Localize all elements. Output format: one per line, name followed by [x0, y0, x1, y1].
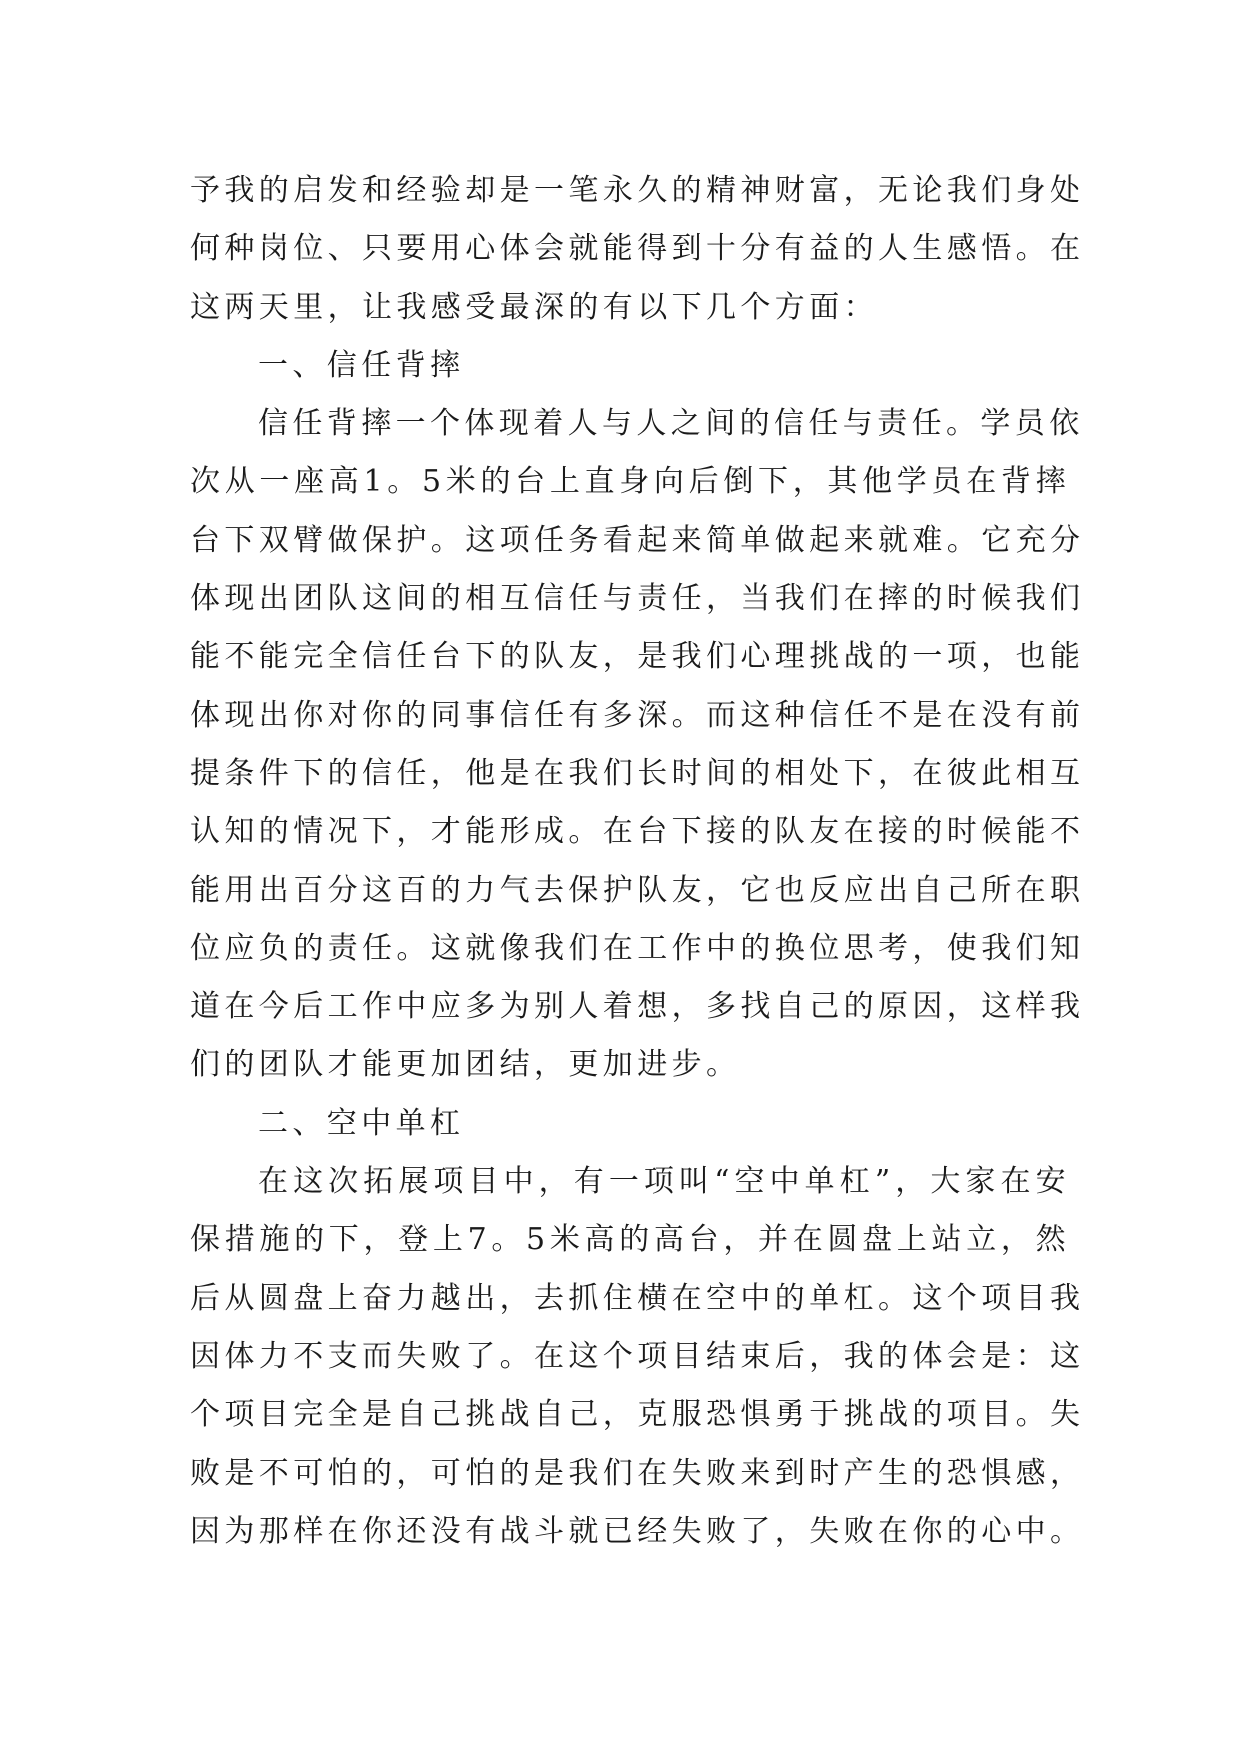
text-line: 次从一座高1。5米的台上直身向后倒下，其他学员在背摔	[190, 464, 1070, 500]
text-line: 后从圆盘上奋力越出，去抓住横在空中的单杠。这个项目我	[190, 1280, 1085, 1316]
text-line: 败是不可怕的，可怕的是我们在失败来到时产生的恐惧感，	[190, 1455, 1085, 1491]
text-line: 体现出你对你的同事信任有多深。而这种信任不是在没有前	[190, 697, 1085, 733]
text-line: 提条件下的信任，他是在我们长时间的相处下，在彼此相互	[190, 755, 1085, 791]
text-line: 台下双臂做保护。这项任务看起来简单做起来就难。它充分	[190, 522, 1085, 558]
text-line: 因体力不支而失败了。在这个项目结束后，我的体会是：这	[190, 1338, 1085, 1374]
text-line: 能不能完全信任台下的队友，是我们心理挑战的一项，也能	[190, 639, 1085, 675]
section-heading: 二、空中单杠	[258, 1105, 465, 1141]
text-line: 因为那样在你还没有战斗就已经失败了，失败在你的心中。	[190, 1513, 1085, 1549]
text-line: 何种岗位、只要用心体会就能得到十分有益的人生感悟。在	[190, 231, 1085, 267]
text-line: 道在今后工作中应多为别人着想，多找自己的原因，这样我	[190, 989, 1085, 1025]
text-line: 信任背摔一个体现着人与人之间的信任与责任。学员依	[258, 406, 1084, 442]
document-body	[190, 162, 1085, 1561]
text-line: 这两天里，让我感受最深的有以下几个方面：	[190, 289, 878, 325]
text-line: 保措施的下，登上7。5米高的高台，并在圆盘上站立，然	[190, 1222, 1070, 1258]
text-line: 个项目完全是自己挑战自己，克服恐惧勇于挑战的项目。失	[190, 1397, 1085, 1433]
section-heading: 一、信任背摔	[258, 347, 465, 383]
text-line: 位应负的责任。这就像我们在工作中的换位思考，使我们知	[190, 930, 1085, 966]
text-line: 予我的启发和经验却是一笔永久的精神财富，无论我们身处	[190, 173, 1085, 208]
text-line: 们的团队才能更加团结，更加进步。	[190, 1047, 741, 1083]
text-line: 在这次拓展项目中，有一项叫“空中单杠”，大家在安	[258, 1164, 1070, 1200]
text-line: 能用出百分这百的力气去保护队友，它也反应出自己所在职	[190, 872, 1085, 908]
text-line: 认知的情况下，才能形成。在台下接的队友在接的时候能不	[190, 814, 1085, 850]
text-line: 体现出团队这间的相互信任与责任，当我们在摔的时候我们	[190, 581, 1085, 617]
